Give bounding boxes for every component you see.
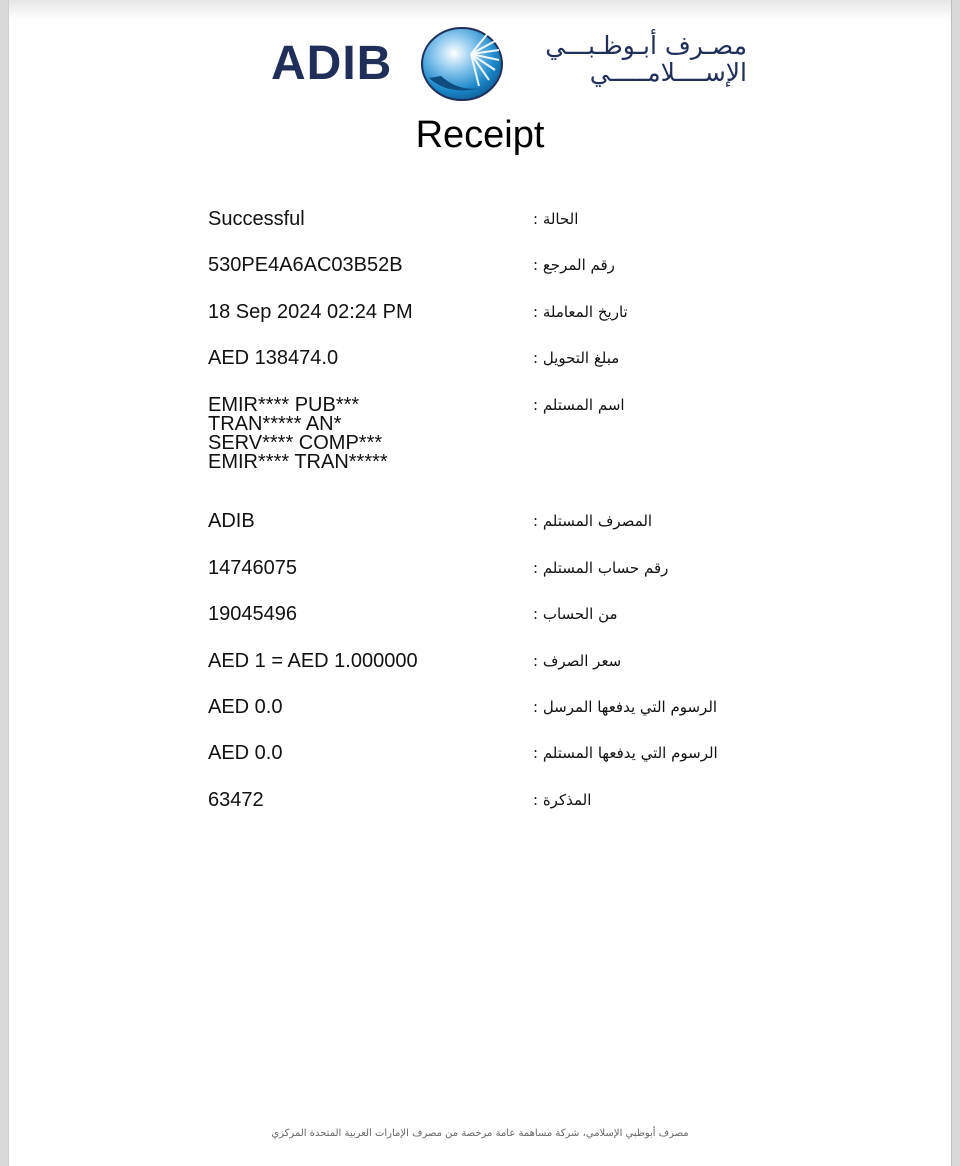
- logo-arabic-line-1: مصـرف أبـوظـبـــي: [545, 31, 747, 60]
- sender-fees-label: الرسوم التي يدفعها المرسل :: [533, 698, 718, 716]
- logo-arabic-line-2: الإســــلامـــــي: [589, 58, 747, 87]
- logo-wordmark: ADIB: [271, 37, 393, 90]
- sender-fees-value: AED 0.0: [208, 696, 283, 718]
- memo-label: المذكرة :: [533, 791, 592, 809]
- beneficiary-bank-label: المصرف المستلم :: [533, 512, 653, 530]
- transfer-amount-label: مبلغ التحويل :: [533, 349, 620, 367]
- beneficiary-fees-label: الرسوم التي يدفعها المستلم :: [533, 744, 718, 762]
- adib-emblem-icon: [419, 26, 505, 102]
- receipt-title: Receipt: [415, 114, 545, 156]
- exchange-rate-label: سعر الصرف :: [533, 652, 622, 670]
- reference-label: رقم المرجع :: [533, 256, 615, 274]
- receipt-page: [8, 0, 952, 1166]
- from-account-label: من الحساب :: [533, 605, 618, 623]
- beneficiary-name-value: EMIR**** PUB*** TRAN***** AN* SERV**** COMP*** EMIR**** TRAN*****: [208, 394, 388, 473]
- beneficiary-bank-value: ADIB: [208, 510, 255, 532]
- beneficiary-account-value: 14746075: [208, 557, 297, 579]
- footer-disclaimer: مصرف أبوظبي الإسلامي، شركة مساهمة عامة مرخصة من مصرف الإمارات العربية المتحدة المركزي: [271, 1128, 689, 1139]
- page-edge-shadow: [9, 0, 951, 20]
- transaction-date-value: 18 Sep 2024 02:24 PM: [208, 301, 413, 323]
- beneficiary-fees-value: AED 0.0: [208, 742, 283, 764]
- adib-logo: [271, 26, 751, 106]
- transaction-date-label: تاريخ المعاملة :: [533, 303, 628, 321]
- beneficiary-name-label: اسم المستلم :: [533, 396, 625, 414]
- reference-value: 530PE4A6AC03B52B: [208, 254, 403, 276]
- beneficiary-account-label: رقم حساب المستلم :: [533, 559, 669, 577]
- exchange-rate-value: AED 1 = AED 1.000000: [208, 650, 418, 672]
- memo-value: 63472: [208, 789, 264, 811]
- from-account-value: 19045496: [208, 603, 297, 625]
- status-value: Successful: [208, 208, 305, 230]
- logo-arabic-text: [517, 32, 747, 86]
- status-label: الحالة :: [533, 210, 579, 228]
- transfer-amount-value: AED 138474.0: [208, 347, 339, 369]
